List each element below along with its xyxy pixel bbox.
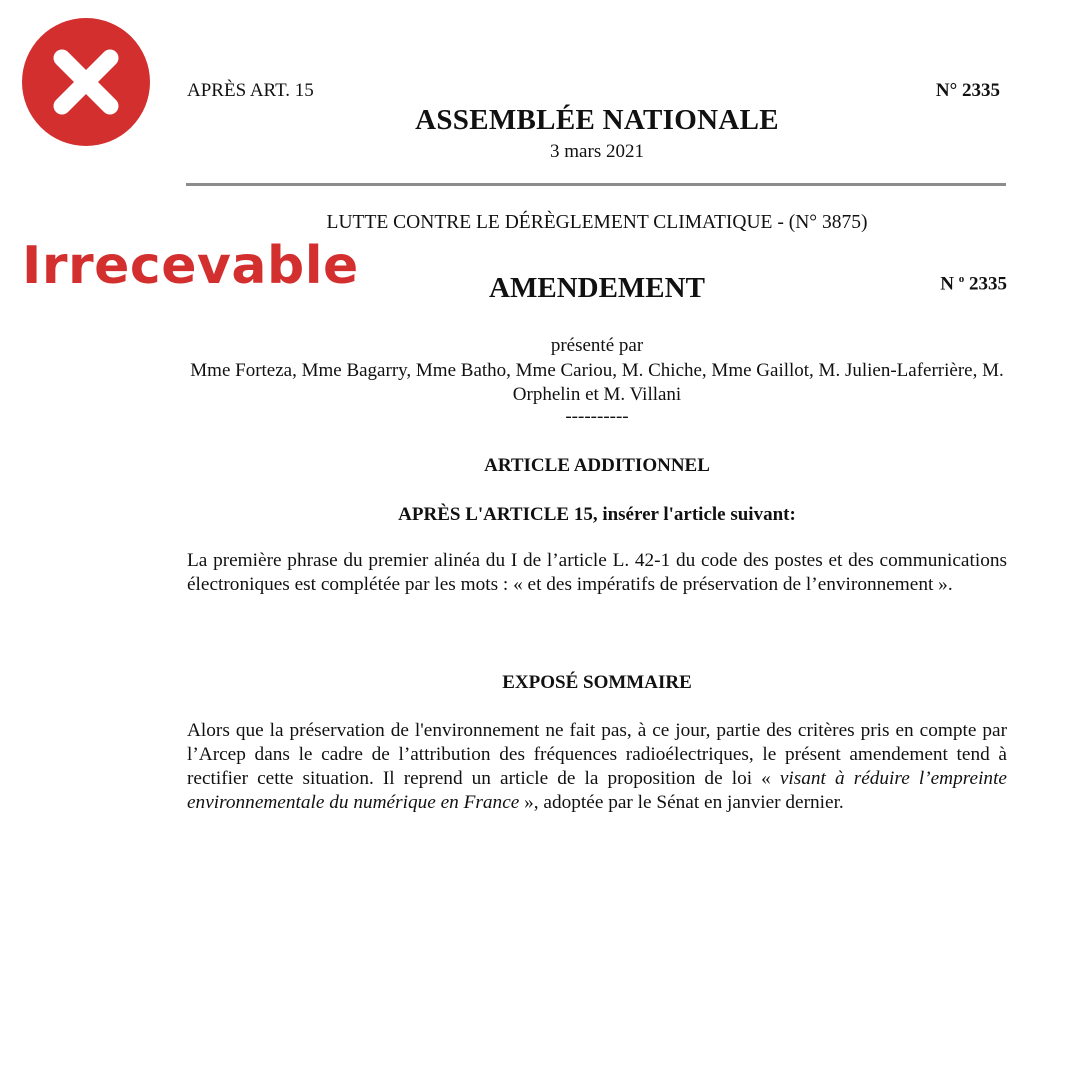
summary-text-end: », adoptée par le Sénat en janvier dernier. xyxy=(519,792,844,813)
summary-heading: EXPOSÉ SOMMAIRE xyxy=(502,672,692,693)
amendment-number-prefix: N xyxy=(940,273,959,295)
document-number: N° 2335 xyxy=(935,80,1000,101)
summary-text-start: Alors que la préservation de l'environnement ne fait pas, à ce jour, partie des critères pris en compte par l’Arcep dans le cadre de l’attribution des fréquences radioélectriques, le présent amendement tend à rectifier cette situation. Il reprend un article de la proposition de loi « xyxy=(187,720,1007,789)
amendment-heading: AMENDEMENT xyxy=(489,272,705,304)
amendment-number xyxy=(940,273,1007,295)
assembly-title: ASSEMBLÉE NATIONALE xyxy=(415,104,779,136)
insert-instruction: APRÈS L'ARTICLE 15, insérer l'article suivant: xyxy=(398,504,796,525)
after-article-label: APRÈS ART. 15 xyxy=(187,80,314,101)
article-body: La première phrase du premier alinéa du I de l’article L. 42-1 du code des postes et des communications électroniques est complétée par les mots : « et des impératifs de préservation de l’environnement ». xyxy=(187,550,1007,595)
session-date: 3 mars 2021 xyxy=(550,141,644,162)
authors-list: Mme Forteza, Mme Bagarry, Mme Batho, Mme Cariou, M. Chiche, Mme Gaillot, M. Julien-Laferrière, M. Orphelin et M. Villani xyxy=(190,360,1004,405)
amendment-number-sup: o xyxy=(958,273,965,285)
status-label: Irrecevable xyxy=(22,236,359,296)
summary-text xyxy=(187,719,1007,815)
header-divider xyxy=(186,183,1006,186)
amendment-number-value: 2335 xyxy=(964,273,1007,295)
presented-by: présenté par xyxy=(550,335,644,356)
article-heading: ARTICLE ADDITIONNEL xyxy=(484,455,710,476)
authors-separator: ---------- xyxy=(565,406,629,427)
summary-cited-title: visant à réduire l’empreinte environnementale du numérique en France xyxy=(187,768,1007,813)
bill-title: LUTTE CONTRE LE DÉRÈGLEMENT CLIMATIQUE - (N° 3875) xyxy=(326,212,868,233)
